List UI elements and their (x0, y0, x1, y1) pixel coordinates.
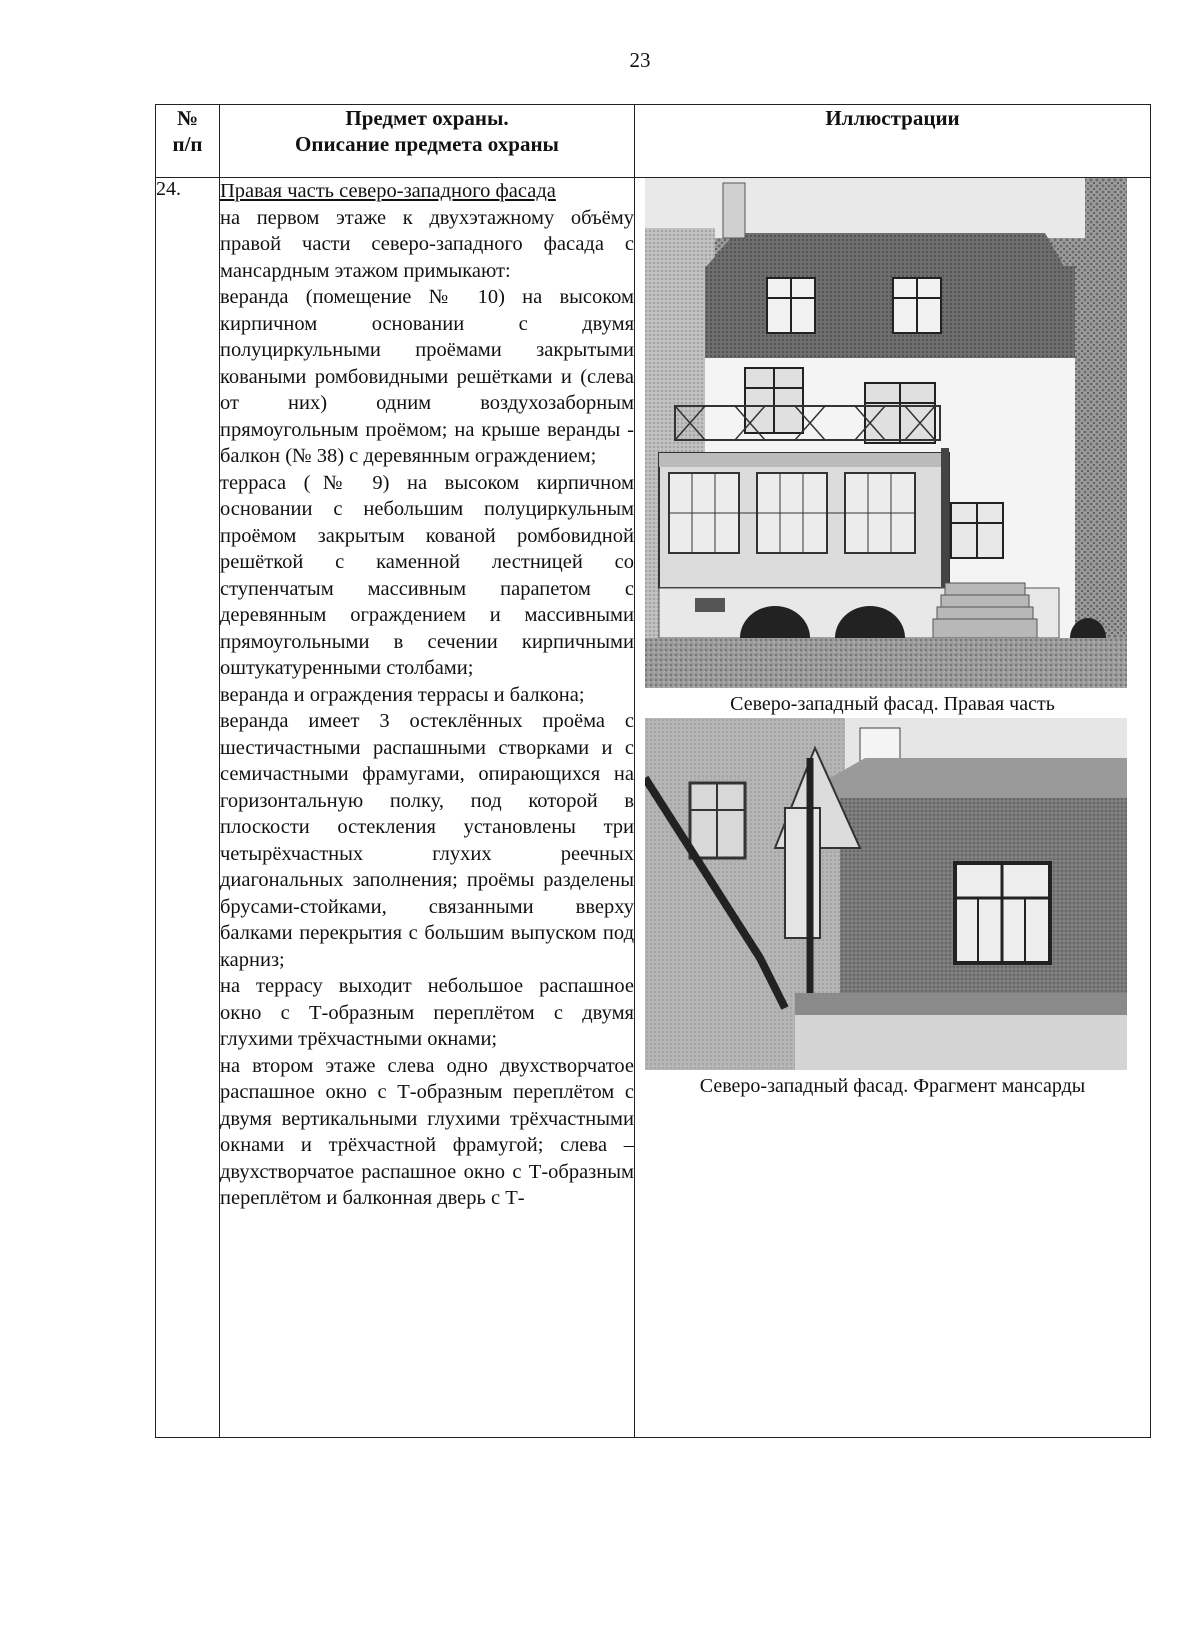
description-cell (220, 178, 635, 1438)
header-illustrations: Иллюстрации (635, 105, 1151, 178)
header-number: № п/п (156, 105, 220, 178)
header-subject: Предмет охраны. Описание предмета охраны (220, 105, 635, 178)
table-header-row (156, 105, 1151, 178)
protection-table (155, 104, 1151, 1438)
row-number: 24. (156, 178, 220, 1438)
mansard-photo-caption: Северо-западный фасад. Фрагмент мансарды (699, 1075, 1086, 1097)
facade-photo (645, 178, 1127, 688)
illustrations-cell (635, 178, 1151, 1438)
description-text: на первом этаже к двухэтажному объёму правой части северо-западного фасада с мансардным этажом примыкают: веранда (помещение № 10) на высоком кирпичном основании с двумя полуциркульными проёмами закрытыми коваными ромбовидными решётками и (слева от них) одним воздухозаборным прямоугольным проёмом; на крыше веранды - балкон (№ 38) с деревянным ограждением; терраса (№ 9) на высоком кирпичном основании с небольшим полуциркульным проёмом закрытым кованой ромбовидной решёткой с каменной лестницей со ступенчатым массивным парапетом с деревянным ограждением и массивными прямоугольными в сечении кирпичными оштукатуренными столбами; веранда и ограждения террасы и балкона; веранда имеет 3 остеклённых проёма с шестичастными распашными створками и с семичастными фрамугами, опирающихся на горизонтальную полку, под которой в плоскости остекления установлены три четырёхчастных глухих реечных диагональных заполнения; проёмы разделены брусами-стойками, связанными вверху балками перекрытия с большим выпуском под карниз; на террасу выходит небольшое распашное окно с Т-образным переплётом с двумя глухими трёхчастными окнами; на втором этаже слева одно двухстворчатое распашное окно с Т-образным переплётом с двумя вертикальными глухими трёхчастными окнами и трёхчастной фрамугой; слева – двухстворчатое распашное окно с Т-образным переплётом и балконная дверь с Т- (220, 206, 634, 1209)
mansard-photo (645, 718, 1127, 1070)
facade-photo-caption: Северо-западный фасад. Правая часть (730, 693, 1055, 715)
table-row (156, 178, 1151, 1438)
page-number: 23 (629, 48, 651, 72)
section-title: Правая часть северо-западного фасада (220, 180, 556, 202)
